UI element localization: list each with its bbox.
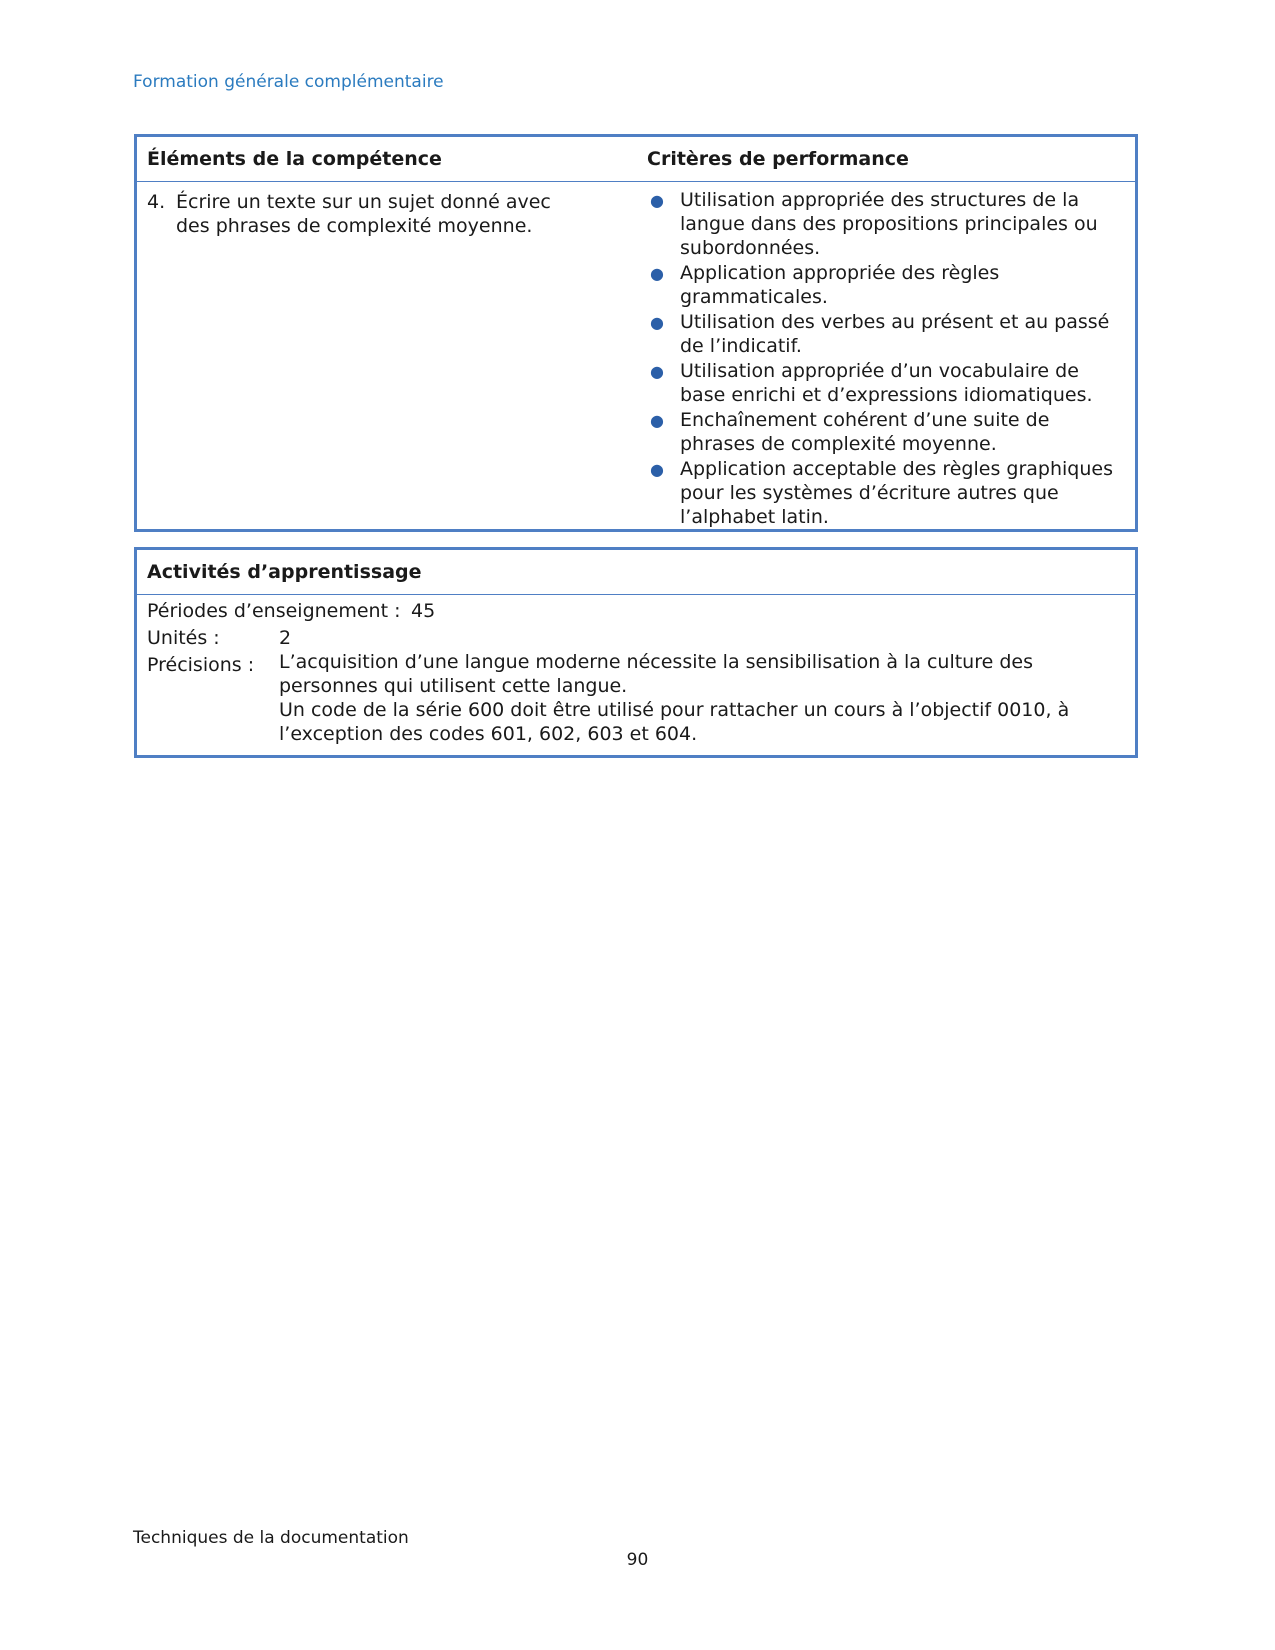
units-row	[147, 626, 1125, 650]
criteria-text: Enchaînement cohérent d’une suite de phrases de complexité moyenne.	[680, 409, 1050, 455]
page-number: 90	[626, 1550, 649, 1570]
criteria-item	[642, 359, 1117, 407]
criteria-item	[642, 408, 1117, 456]
units-label: Unités :	[147, 627, 220, 649]
bullet-icon: ●	[650, 460, 664, 479]
criteria-item	[642, 310, 1117, 358]
footer-document-title: Techniques de la documentation	[133, 1528, 409, 1548]
criteria-text: Utilisation appropriée des structures de la langue dans des propositions principales ou subordonnées.	[680, 189, 1098, 259]
precisions-text	[279, 650, 1099, 746]
bullet-icon: ●	[650, 191, 664, 210]
criteria-item	[642, 261, 1117, 309]
element-number: 4.	[147, 191, 166, 213]
precisions-label: Précisions :	[147, 654, 255, 676]
elements-heading: Éléments de la compétence	[147, 148, 442, 170]
competence-table	[134, 134, 1138, 532]
criteria-item	[642, 188, 1117, 260]
bullet-icon: ●	[650, 362, 664, 381]
competence-element	[147, 190, 587, 238]
units-value: 2	[279, 627, 292, 649]
precisions-paragraph: Un code de la série 600 doit être utilisé pour rattacher un cours à l’objectif 0010, à l’exception des codes 601, 602, 603 et 604.	[279, 699, 1070, 745]
activities-table-body	[137, 595, 1135, 746]
bullet-icon: ●	[650, 264, 664, 283]
running-header: Formation générale complémentaire	[133, 72, 444, 92]
periods-label: Périodes d’enseignement :	[147, 600, 401, 622]
periods-row	[147, 599, 1125, 623]
criteria-heading: Critères de performance	[647, 148, 909, 170]
criteria-text: Application acceptable des règles graphiques pour les systèmes d’écriture autres que l’alphabet latin.	[680, 458, 1113, 528]
activities-heading: Activités d’apprentissage	[147, 561, 422, 583]
competence-table-header	[137, 137, 1135, 182]
element-text: Écrire un texte sur un sujet donné avec des phrases de complexité moyenne.	[176, 191, 551, 237]
precisions-row	[147, 653, 1125, 746]
bullet-icon: ●	[650, 411, 664, 430]
precisions-paragraph: L’acquisition d’une langue moderne nécessite la sensibilisation à la culture des personnes qui utilisent cette langue.	[279, 651, 1033, 697]
periods-value: 45	[411, 600, 436, 622]
criteria-text: Utilisation appropriée d’un vocabulaire de base enrichi et d’expressions idiomatiques.	[680, 360, 1093, 406]
criteria-text: Utilisation des verbes au présent et au passé de l’indicatif.	[680, 311, 1110, 357]
criteria-list	[642, 188, 1117, 530]
activities-table	[134, 547, 1138, 758]
bullet-icon: ●	[650, 313, 664, 332]
activities-table-header	[137, 550, 1135, 595]
criteria-text: Application appropriée des règles grammaticales.	[680, 262, 1000, 308]
criteria-item	[642, 457, 1117, 529]
